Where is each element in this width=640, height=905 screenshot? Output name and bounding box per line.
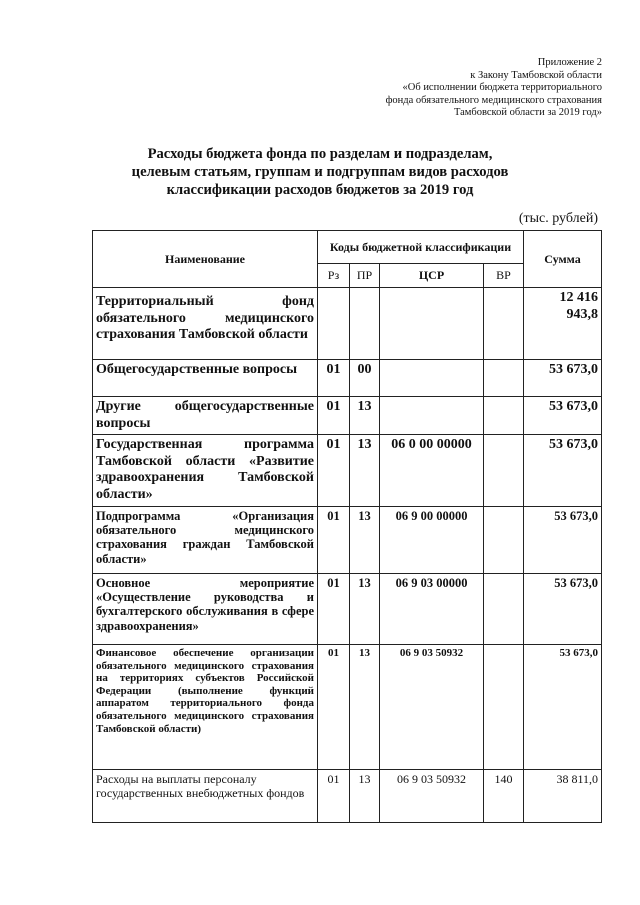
row-rz (318, 288, 350, 360)
row-pr: 13 (350, 397, 380, 435)
table-row (93, 435, 602, 507)
header-vr: ВР (484, 264, 524, 288)
row-name: Расходы на выплаты персоналу государственных внебюджетных фондов (93, 770, 318, 823)
row-sum: 53 673,0 (524, 507, 602, 574)
row-name: Территориальный фонд обязательного медицинского страхования Тамбовской области (93, 288, 318, 360)
row-vr (484, 435, 524, 507)
row-sum: 53 673,0 (524, 397, 602, 435)
table-row (93, 288, 602, 360)
row-rz: 01 (318, 397, 350, 435)
header-sum: Сумма (524, 231, 602, 288)
row-vr: 140 (484, 770, 524, 823)
annex-line: фонда обязательного медицинского страхования (385, 94, 602, 106)
row-name: Другие общегосударственные вопросы (93, 397, 318, 435)
row-sum: 12 416 943,8 (524, 288, 602, 360)
row-pr: 13 (350, 645, 380, 770)
row-pr: 00 (350, 360, 380, 397)
header-csr: ЦСР (380, 264, 484, 288)
header-codes-group: Коды бюджетной классификации (318, 231, 524, 264)
row-vr (484, 507, 524, 574)
row-csr: 06 9 03 50932 (380, 645, 484, 770)
row-pr: 13 (350, 507, 380, 574)
row-rz: 01 (318, 770, 350, 823)
title-line: Расходы бюджета фонда по разделам и подразделам, (147, 146, 493, 162)
row-sum: 53 673,0 (524, 435, 602, 507)
annex-line: к Закону Тамбовской области (470, 69, 602, 81)
annex-line: «Об исполнении бюджета территориального (402, 82, 602, 94)
table-row (93, 397, 602, 435)
row-vr (484, 574, 524, 645)
row-vr (484, 360, 524, 397)
table-row (93, 507, 602, 574)
row-name: Финансовое обеспечение организации обязательного медицинского страхования на территориях субъектов Российской Федерации (выполнение функций аппаратом территориального фонда обязательного медицинского страхования Тамбовской области) (93, 645, 318, 770)
row-rz: 01 (318, 435, 350, 507)
annex-reference (372, 57, 602, 120)
title-line: целевым статьям, группам и подгруппам видов расходов (131, 164, 509, 180)
row-csr (380, 288, 484, 360)
row-name: Общегосударственные вопросы (93, 360, 318, 397)
title-line: классификации расходов бюджетов за 2019 год (166, 182, 474, 198)
row-csr: 06 9 03 00000 (380, 574, 484, 645)
table-row (93, 645, 602, 770)
row-pr: 13 (350, 770, 380, 823)
row-sum: 53 673,0 (524, 645, 602, 770)
table-row (93, 360, 602, 397)
row-sum: 38 811,0 (524, 770, 602, 823)
row-rz: 01 (318, 360, 350, 397)
row-sum: 53 673,0 (524, 360, 602, 397)
header-rz: Рз (318, 264, 350, 288)
document-title (110, 145, 530, 199)
header-pr: ПР (350, 264, 380, 288)
table-row (93, 574, 602, 645)
row-name: Основное мероприятие «Осуществление руководства и бухгалтерского обслуживания в сфере здравоохранения» (93, 574, 318, 645)
table-row (93, 770, 602, 823)
row-rz: 01 (318, 645, 350, 770)
row-vr (484, 645, 524, 770)
row-pr: 13 (350, 574, 380, 645)
row-vr (484, 288, 524, 360)
annex-line: Тамбовской области за 2019 год» (453, 107, 602, 119)
row-name: Подпрограмма «Организация обязательного медицинского страхования граждан Тамбовской области» (93, 507, 318, 574)
annex-line: Приложение 2 (537, 57, 602, 68)
row-csr: 06 9 00 00000 (380, 507, 484, 574)
budget-table (92, 230, 602, 823)
row-rz: 01 (318, 574, 350, 645)
row-pr: 13 (350, 435, 380, 507)
row-csr: 06 9 03 50932 (380, 770, 484, 823)
row-name: Государственная программа Тамбовской области «Развитие здравоохранения Тамбовской области» (93, 435, 318, 507)
row-sum: 53 673,0 (524, 574, 602, 645)
header-name: Наименование (93, 231, 318, 288)
row-rz: 01 (318, 507, 350, 574)
row-csr (380, 360, 484, 397)
row-csr: 06 0 00 00000 (380, 435, 484, 507)
table-header-row (93, 231, 602, 264)
row-vr (484, 397, 524, 435)
units-label: (тыс. рублей) (518, 211, 598, 226)
row-csr (380, 397, 484, 435)
row-pr (350, 288, 380, 360)
